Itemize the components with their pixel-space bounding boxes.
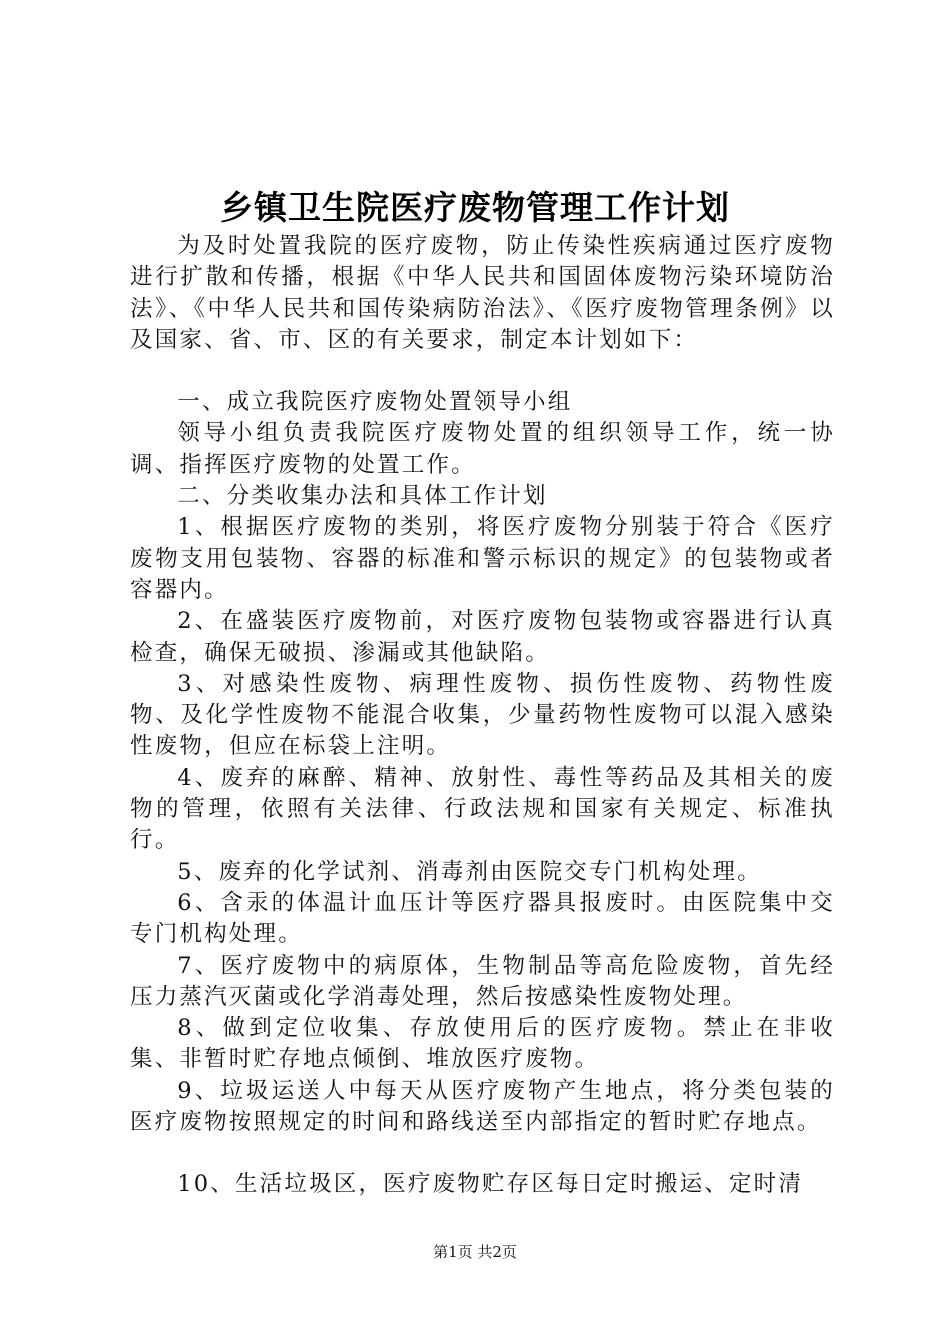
section-heading-2: 二、分类收集办法和具体工作计划	[177, 483, 548, 510]
document-title: 乡镇卫生院医疗废物管理工作计划	[220, 188, 730, 227]
list-item-3: 3、对感染性废物、病理性废物、损伤性废物、药物性废物、及化学性废物不能混合收集，少量药物性废物可以混入感染性废物，但应在标袋上注明。	[130, 670, 835, 760]
section-heading-1: 一、成立我院医疗废物处置领导小组	[177, 389, 573, 416]
list-item-7: 7、医疗废物中的病原体，生物制品等高危险废物，首先经压力蒸汽灭菌或化学消毒处理，然后按感染性废物处理。	[130, 952, 835, 1010]
list-item-10: 10、生活垃圾区，医疗废物贮存区每日定时搬运、定时清	[177, 1171, 804, 1198]
list-item-8: 8、做到定位收集、存放使用后的医疗废物。禁止在非收集、非暂时贮存地点倾倒、堆放医疗废物。	[130, 1015, 835, 1073]
section-paragraph: 领导小组负责我院医疗废物处置的组织领导工作，统一协调、指挥医疗废物的处置工作。	[130, 420, 835, 478]
list-item-2: 2、在盛装医疗废物前，对医疗废物包装物或容器进行认真检查，确保无破损、渗漏或其他缺陷。	[130, 608, 835, 666]
list-item-6: 6、含汞的体温计血压计等医疗器具报废时。由医院集中交专门机构处理。	[130, 889, 835, 948]
list-item-9: 9、垃圾运送人中每天从医疗废物产生地点，将分类包装的医疗废物按照规定的时间和路线送至内部指定的暂时贮存地点。	[130, 1077, 835, 1136]
list-item-4: 4、废弃的麻醉、精神、放射性、毒性等药品及其相关的废物的管理，依照有关法律、行政法规和国家有关规定、标准执行。	[130, 764, 835, 854]
intro-paragraph: 为及时处置我院的医疗废物，防止传染性疾病通过医疗废物进行扩散和传播，根据《中华人民共和国固体废物污染环境防治法》、《中华人民共和国传染病防治法》、《医疗废物管理条例》以及国家、省、市、区的有关要求，制定本计划如下：	[130, 233, 835, 353]
document-body	[130, 231, 835, 1201]
list-item-5: 5、废弃的化学试剂、消毒剂由医院交专门机构处理。	[177, 858, 762, 885]
list-item-1: 1、根据医疗废物的类别，将医疗废物分别装于符合《医疗废物支用包装物、容器的标准和警示标识的规定》的包装物或者容器内。	[130, 514, 835, 603]
page-footer: 第1页 共2页	[433, 1243, 517, 1261]
